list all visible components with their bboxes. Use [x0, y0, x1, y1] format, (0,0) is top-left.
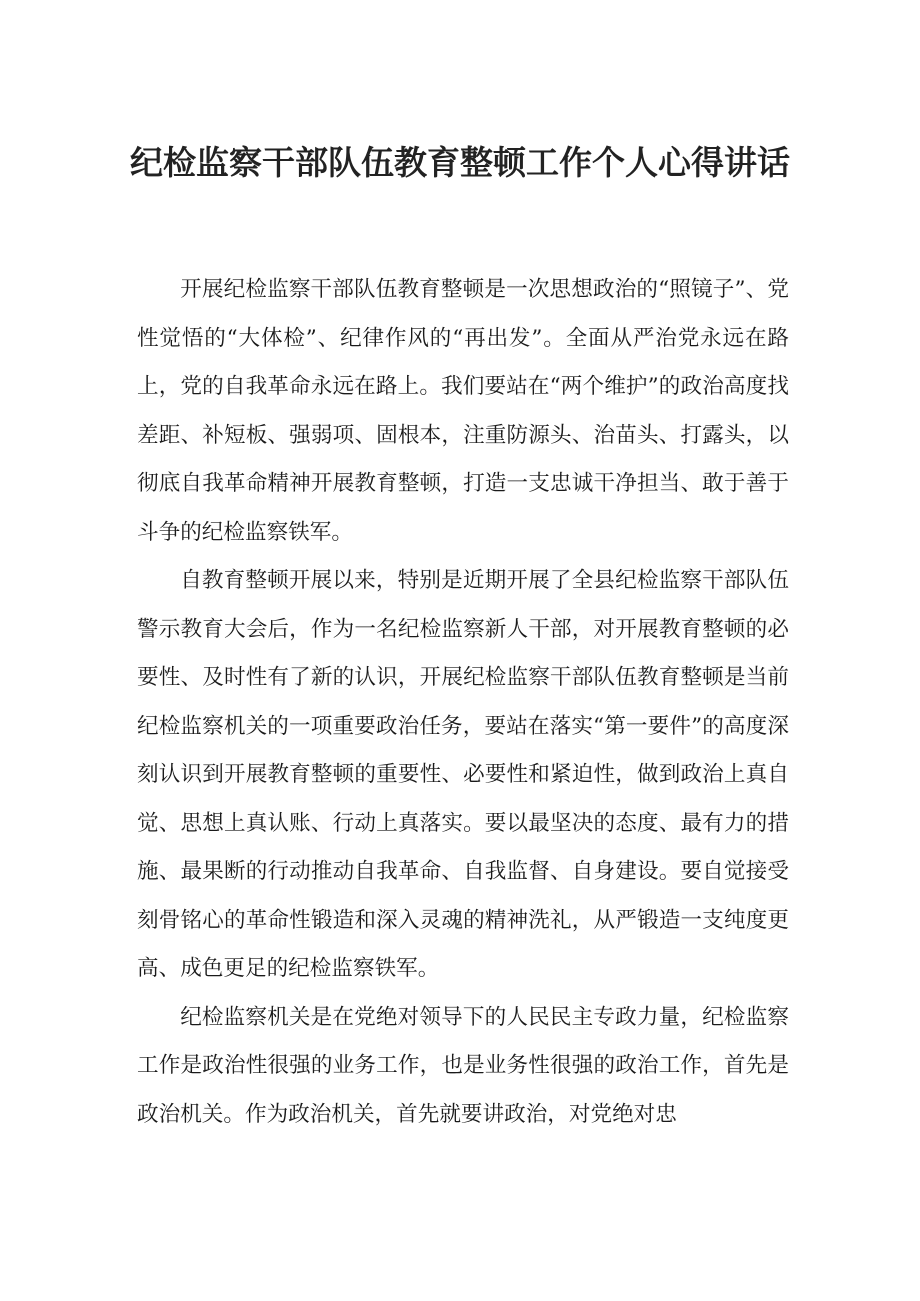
paragraph: 纪检监察机关是在党绝对领导下的人民民主专政力量，纪检监察工作是政治性很强的业务工作，也是业务性很强的政治工作，首先是政治机关。作为政治机关，首先就要讲政治，对党绝对忠: [137, 1004, 789, 1127]
document-title: 纪检监察干部队伍教育整顿工作个人心得讲话: [130, 143, 790, 182]
paragraph: 自教育整顿开展以来，特别是近期开展了全县纪检监察干部队伍警示教育大会后，作为一名纪检监察新人干部，对开展教育整顿的必要性、及时性有了新的认识，开展纪检监察干部队伍教育整顿是当前纪检监察机关的一项重要政治任务，要站在落实“第一要件”的高度深刻认识到开展教育整顿的重要性、必要性和紧迫性，做到政治上真自觉、思想上真认账、行动上真落实。要以最坚决的态度、最有力的措施、最果断的行动推动自我革命、自我监督、自身建设。要自觉接受刻骨铭心的革命性锻造和深入灵魂的精神洗礼，从严锻造一支纯度更高、成色更足的纪检监察铁军。: [137, 568, 789, 981]
paragraph: 开展纪检监察干部队伍教育整顿是一次思想政治的“照镜子”、党性觉悟的“大体检”、纪律作风的“再出发”。全面从严治党永远在路上，党的自我革命永远在路上。我们要站在“两个维护”的政治高度找差距、补短板、强弱项、固根本，注重防源头、治苗头、打露头，以彻底自我革命精神开展教育整顿，打造一支忠诚干净担当、敢于善于斗争的纪检监察铁军。: [137, 277, 789, 545]
document-body: [137, 266, 789, 1139]
